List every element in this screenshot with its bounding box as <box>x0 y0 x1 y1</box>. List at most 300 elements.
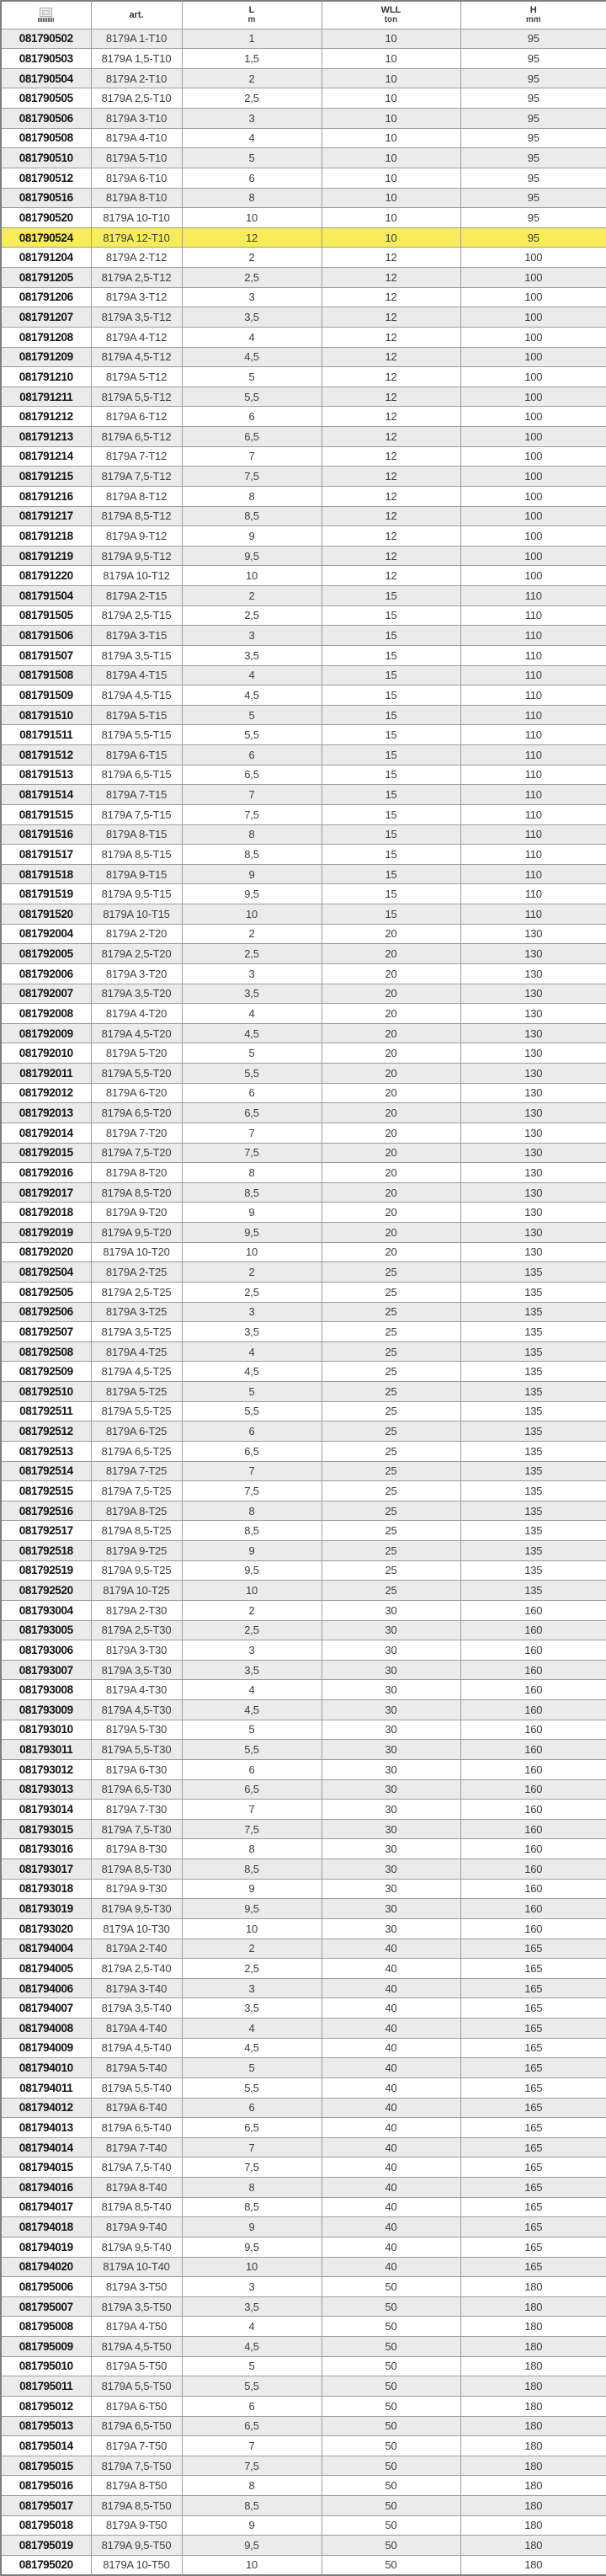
art-cell: 8179A 9,5-T40 <box>91 2237 182 2257</box>
wll-cell: 20 <box>322 963 460 984</box>
table-row <box>1 1879 606 1899</box>
table-row <box>1 29 606 49</box>
table-row <box>1 2555 606 2575</box>
art-cell: 8179A 5,5-T15 <box>91 725 182 745</box>
height-cell: 165 <box>460 2197 606 2217</box>
wll-cell: 50 <box>322 2496 460 2516</box>
code-cell: 081791219 <box>1 546 91 566</box>
wll-cell: 12 <box>322 526 460 547</box>
height-cell: 165 <box>460 2178 606 2198</box>
code-cell: 081794018 <box>1 2217 91 2237</box>
art-cell: 8179A 9-T12 <box>91 526 182 547</box>
wll-cell: 10 <box>322 49 460 69</box>
wll-cell: 10 <box>322 68 460 88</box>
art-cell: 8179A 2,5-T20 <box>91 944 182 964</box>
height-cell: 165 <box>460 2217 606 2237</box>
wll-cell: 25 <box>322 1421 460 1442</box>
art-cell: 8179A 3,5-T15 <box>91 645 182 665</box>
height-cell: 135 <box>460 1322 606 1342</box>
table-row <box>1 1859 606 1880</box>
length-cell: 9 <box>182 2217 322 2237</box>
table-row <box>1 2515 606 2536</box>
wll-cell: 20 <box>322 1163 460 1183</box>
length-cell: 6 <box>182 2396 322 2416</box>
length-cell: 12 <box>182 227 322 248</box>
length-cell: 2 <box>182 1262 322 1283</box>
art-cell: 8179A 4-T12 <box>91 327 182 347</box>
wll-cell: 10 <box>322 227 460 248</box>
art-cell: 8179A 3,5-T30 <box>91 1660 182 1680</box>
table-row <box>1 845 606 865</box>
height-cell: 100 <box>460 546 606 566</box>
height-cell: 135 <box>460 1262 606 1283</box>
table-row-highlighted <box>1 227 606 248</box>
height-cell: 110 <box>460 586 606 606</box>
table-row <box>1 1043 606 1064</box>
art-cell: 8179A 8-T10 <box>91 188 182 208</box>
code-cell: 081791511 <box>1 725 91 745</box>
code-cell: 081794010 <box>1 2058 91 2078</box>
table-row <box>1 2077 606 2098</box>
height-cell: 130 <box>460 1083 606 1103</box>
height-cell: 165 <box>460 2257 606 2277</box>
length-cell: 7,5 <box>182 467 322 487</box>
table-row <box>1 1143 606 1163</box>
length-cell: 3 <box>182 2277 322 2297</box>
art-cell: 8179A 9-T15 <box>91 864 182 884</box>
table-row <box>1 1521 606 1541</box>
wll-cell: 30 <box>322 1740 460 1760</box>
length-cell: 3 <box>182 626 322 646</box>
height-cell: 135 <box>460 1441 606 1461</box>
length-cell: 5 <box>182 705 322 725</box>
height-cell: 110 <box>460 745 606 765</box>
code-cell: 081791506 <box>1 626 91 646</box>
length-cell: 2,5 <box>182 605 322 626</box>
length-cell: 6,5 <box>182 1441 322 1461</box>
table-row <box>1 1004 606 1024</box>
length-cell: 5,5 <box>182 1401 322 1421</box>
table-row <box>1 427 606 447</box>
table-row <box>1 1302 606 1322</box>
height-cell: 110 <box>460 685 606 706</box>
product-code-icon-box-inner <box>42 10 50 15</box>
wll-cell: 12 <box>322 248 460 268</box>
art-cell: 8179A 2-T12 <box>91 248 182 268</box>
table-row <box>1 1800 606 1820</box>
wll-cell: 50 <box>322 2317 460 2337</box>
length-cell: 6,5 <box>182 1779 322 1800</box>
art-cell: 8179A 3-T20 <box>91 963 182 984</box>
art-cell: 8179A 3,5-T20 <box>91 984 182 1004</box>
wll-cell: 50 <box>322 2515 460 2536</box>
code-cell: 081790505 <box>1 88 91 109</box>
length-cell: 6 <box>182 168 322 188</box>
height-cell: 180 <box>460 2476 606 2496</box>
art-cell: 8179A 4,5-T30 <box>91 1700 182 1720</box>
art-cell: 8179A 4-T20 <box>91 1004 182 1024</box>
height-cell: 160 <box>460 1700 606 1720</box>
height-cell: 165 <box>460 2077 606 2098</box>
art-cell: 8179A 5-T30 <box>91 1720 182 1740</box>
wll-cell: 20 <box>322 1004 460 1024</box>
code-cell: 081795019 <box>1 2536 91 2556</box>
code-cell: 081790503 <box>1 49 91 69</box>
code-cell: 081791206 <box>1 287 91 307</box>
art-cell: 8179A 5,5-T30 <box>91 1740 182 1760</box>
table-row <box>1 2376 606 2397</box>
code-cell: 081793004 <box>1 1600 91 1620</box>
code-cell: 081791208 <box>1 327 91 347</box>
art-cell: 8179A 6,5-T15 <box>91 765 182 785</box>
wll-cell: 20 <box>322 1083 460 1103</box>
wll-cell: 20 <box>322 1023 460 1043</box>
height-cell: 130 <box>460 1043 606 1064</box>
height-cell: 135 <box>460 1560 606 1581</box>
art-cell: 8179A 3,5-T40 <box>91 1998 182 2019</box>
wll-cell: 15 <box>322 605 460 626</box>
art-cell: 8179A 5-T12 <box>91 367 182 387</box>
table-row <box>1 1401 606 1421</box>
art-cell: 8179A 7-T30 <box>91 1800 182 1820</box>
art-cell: 8179A 3,5-T50 <box>91 2296 182 2317</box>
table-row <box>1 2058 606 2078</box>
art-cell: 8179A 2-T30 <box>91 1600 182 1620</box>
wll-cell: 12 <box>322 467 460 487</box>
height-cell: 165 <box>460 2019 606 2039</box>
code-cell: 081794007 <box>1 1998 91 2019</box>
length-unit: m <box>247 15 256 25</box>
length-cell: 10 <box>182 1242 322 1262</box>
wll-cell: 25 <box>322 1501 460 1521</box>
height-cell: 160 <box>460 1660 606 1680</box>
length-cell: 2 <box>182 586 322 606</box>
code-cell: 081793017 <box>1 1859 91 1880</box>
table-row <box>1 446 606 467</box>
code-cell: 081792513 <box>1 1441 91 1461</box>
wll-cell: 40 <box>322 2019 460 2039</box>
wll-cell: 15 <box>322 665 460 685</box>
length-cell: 5 <box>182 367 322 387</box>
height-cell: 165 <box>460 1959 606 1979</box>
code-cell: 081790512 <box>1 168 91 188</box>
code-cell: 081795013 <box>1 2416 91 2436</box>
wll-cell: 15 <box>322 845 460 865</box>
wll-cell: 30 <box>322 1800 460 1820</box>
table-row <box>1 1064 606 1084</box>
length-cell: 6 <box>182 1759 322 1779</box>
code-cell: 081791212 <box>1 407 91 427</box>
height-cell: 110 <box>460 665 606 685</box>
wll-cell: 40 <box>322 2237 460 2257</box>
code-cell: 081793015 <box>1 1819 91 1839</box>
table-row <box>1 188 606 208</box>
art-cell: 8179A 2,5-T12 <box>91 268 182 288</box>
wll-cell: 12 <box>322 446 460 467</box>
art-cell: 8179A 4,5-T20 <box>91 1023 182 1043</box>
height-cell: 100 <box>460 467 606 487</box>
length-cell: 8,5 <box>182 1521 322 1541</box>
art-cell: 8179A 3,5-T12 <box>91 307 182 328</box>
table-row <box>1 924 606 944</box>
length-cell: 4 <box>182 128 322 148</box>
height-cell: 100 <box>460 506 606 526</box>
wll-cell: 12 <box>322 566 460 586</box>
art-cell: 8179A 6,5-T12 <box>91 427 182 447</box>
height-cell: 100 <box>460 407 606 427</box>
height-cell: 180 <box>460 2317 606 2337</box>
height-cell: 95 <box>460 227 606 248</box>
height-cell: 135 <box>460 1362 606 1382</box>
table-row <box>1 546 606 566</box>
code-cell: 081795018 <box>1 2515 91 2536</box>
height-cell: 180 <box>460 2356 606 2376</box>
col-header-code <box>1 1 91 29</box>
wll-cell: 30 <box>322 1879 460 1899</box>
table-row <box>1 665 606 685</box>
art-cell: 8179A 7,5-T30 <box>91 1819 182 1839</box>
table-row <box>1 486 606 506</box>
art-cell: 8179A 6,5-T25 <box>91 1441 182 1461</box>
height-cell: 130 <box>460 944 606 964</box>
length-cell: 7,5 <box>182 804 322 824</box>
wll-cell: 12 <box>322 427 460 447</box>
code-cell: 081792010 <box>1 1043 91 1064</box>
height-cell: 110 <box>460 645 606 665</box>
wll-unit: ton <box>384 15 398 25</box>
height-cell: 95 <box>460 29 606 49</box>
wll-cell: 25 <box>322 1441 460 1461</box>
table-row <box>1 705 606 725</box>
code-cell: 081790502 <box>1 29 91 49</box>
height-cell: 130 <box>460 1064 606 1084</box>
wll-cell: 12 <box>322 387 460 407</box>
code-cell: 081792014 <box>1 1123 91 1143</box>
length-cell: 10 <box>182 2257 322 2277</box>
height-cell: 180 <box>460 2536 606 2556</box>
art-cell: 8179A 8,5-T25 <box>91 1521 182 1541</box>
art-cell: 8179A 3,5-T25 <box>91 1322 182 1342</box>
length-cell: 4,5 <box>182 347 322 367</box>
table-row <box>1 2157 606 2178</box>
code-cell: 081793011 <box>1 1740 91 1760</box>
art-cell: 8179A 4-T10 <box>91 128 182 148</box>
height-cell: 135 <box>460 1382 606 1402</box>
height-cell: 110 <box>460 804 606 824</box>
art-cell: 8179A 7-T12 <box>91 446 182 467</box>
height-cell: 165 <box>460 2098 606 2118</box>
length-cell: 7,5 <box>182 1819 322 1839</box>
table-row <box>1 407 606 427</box>
height-cell: 130 <box>460 1163 606 1183</box>
art-cell: 8179A 4-T15 <box>91 665 182 685</box>
code-cell: 081792511 <box>1 1401 91 1421</box>
code-cell: 081793009 <box>1 1700 91 1720</box>
code-cell: 081791209 <box>1 347 91 367</box>
length-cell: 9 <box>182 1203 322 1223</box>
height-cell: 165 <box>460 2157 606 2178</box>
code-cell: 081791215 <box>1 467 91 487</box>
length-cell: 8 <box>182 824 322 845</box>
art-cell: 8179A 9-T50 <box>91 2515 182 2536</box>
art-cell: 8179A 7-T40 <box>91 2137 182 2157</box>
length-cell: 9,5 <box>182 2237 322 2257</box>
length-cell: 3,5 <box>182 645 322 665</box>
col-header-length <box>182 1 322 29</box>
col-header-wll <box>322 1 460 29</box>
art-cell: 8179A 8,5-T40 <box>91 2197 182 2217</box>
art-cell: 8179A 3-T40 <box>91 1978 182 1998</box>
table-row <box>1 1103 606 1123</box>
wll-cell: 20 <box>322 984 460 1004</box>
code-cell: 081792512 <box>1 1421 91 1442</box>
wll-cell: 20 <box>322 1223 460 1243</box>
wll-label: WLL <box>380 5 401 16</box>
art-cell: 8179A 9,5-T15 <box>91 884 182 904</box>
wll-cell: 12 <box>322 546 460 566</box>
wll-cell: 50 <box>322 2555 460 2575</box>
code-cell: 081795017 <box>1 2496 91 2516</box>
code-cell: 081792508 <box>1 1341 91 1362</box>
art-cell: 8179A 7,5-T15 <box>91 804 182 824</box>
code-cell: 081794009 <box>1 2038 91 2058</box>
length-cell: 4 <box>182 327 322 347</box>
wll-cell: 10 <box>322 168 460 188</box>
length-cell: 7,5 <box>182 1143 322 1163</box>
code-cell: 081791507 <box>1 645 91 665</box>
length-cell: 3,5 <box>182 1322 322 1342</box>
wll-cell: 15 <box>322 705 460 725</box>
code-cell: 081793010 <box>1 1720 91 1740</box>
table-row <box>1 347 606 367</box>
height-cell: 135 <box>460 1282 606 1302</box>
code-cell: 081793020 <box>1 1918 91 1939</box>
wll-cell: 40 <box>322 1998 460 2019</box>
height-cell: 100 <box>460 446 606 467</box>
art-cell: 8179A 2-T20 <box>91 924 182 944</box>
wll-cell: 12 <box>322 486 460 506</box>
length-cell: 2,5 <box>182 88 322 109</box>
art-cell: 8179A 10-T15 <box>91 904 182 925</box>
wll-cell: 20 <box>322 1143 460 1163</box>
table-row <box>1 1759 606 1779</box>
wll-cell: 15 <box>322 904 460 925</box>
wll-cell: 30 <box>322 1620 460 1640</box>
length-cell: 6 <box>182 407 322 427</box>
table-row <box>1 2118 606 2138</box>
length-cell: 7 <box>182 1123 322 1143</box>
code-cell: 081795009 <box>1 2337 91 2357</box>
code-cell: 081795007 <box>1 2296 91 2317</box>
art-cell: 8179A 6,5-T40 <box>91 2118 182 2138</box>
table-row <box>1 824 606 845</box>
length-cell: 3 <box>182 963 322 984</box>
wll-cell: 15 <box>322 824 460 845</box>
height-cell: 95 <box>460 168 606 188</box>
height-cell: 160 <box>460 1819 606 1839</box>
code-cell: 081793006 <box>1 1640 91 1661</box>
length-cell: 7 <box>182 1461 322 1481</box>
table-row <box>1 1918 606 1939</box>
art-cell: 8179A 6,5-T20 <box>91 1103 182 1123</box>
length-cell: 3,5 <box>182 984 322 1004</box>
table-row <box>1 268 606 288</box>
art-cell: 8179A 8,5-T30 <box>91 1859 182 1880</box>
length-cell: 2,5 <box>182 944 322 964</box>
height-cell: 135 <box>460 1501 606 1521</box>
code-cell: 081791508 <box>1 665 91 685</box>
art-cell: 8179A 8-T40 <box>91 2178 182 2198</box>
wll-cell: 25 <box>322 1541 460 1561</box>
code-cell: 081791513 <box>1 765 91 785</box>
length-cell: 8 <box>182 486 322 506</box>
art-cell: 8179A 8-T15 <box>91 824 182 845</box>
wll-cell: 40 <box>322 2118 460 2138</box>
table-row <box>1 1581 606 1601</box>
wll-cell: 50 <box>322 2356 460 2376</box>
code-cell: 081794013 <box>1 2118 91 2138</box>
code-cell: 081791510 <box>1 705 91 725</box>
art-cell: 8179A 7,5-T25 <box>91 1481 182 1501</box>
length-cell: 5 <box>182 1043 322 1064</box>
table-row <box>1 884 606 904</box>
length-label: L <box>248 5 255 16</box>
table-row <box>1 2337 606 2357</box>
height-cell: 160 <box>460 1859 606 1880</box>
height-label: H <box>529 5 537 16</box>
code-cell: 081790506 <box>1 109 91 129</box>
art-cell: 8179A 5-T20 <box>91 1043 182 1064</box>
length-cell: 8 <box>182 2178 322 2198</box>
length-cell: 4,5 <box>182 2038 322 2058</box>
art-cell: 8179A 10-T25 <box>91 1581 182 1601</box>
wll-cell: 15 <box>322 745 460 765</box>
table-row <box>1 2317 606 2337</box>
art-cell: 8179A 4-T30 <box>91 1680 182 1700</box>
wll-cell: 40 <box>322 1978 460 1998</box>
table-row <box>1 327 606 347</box>
length-cell: 8,5 <box>182 2197 322 2217</box>
wll-cell: 50 <box>322 2376 460 2397</box>
length-cell: 7 <box>182 446 322 467</box>
table-row <box>1 1441 606 1461</box>
length-cell: 3,5 <box>182 1660 322 1680</box>
table-row <box>1 208 606 228</box>
table-row <box>1 1322 606 1342</box>
height-cell: 160 <box>460 1839 606 1859</box>
code-cell: 081791213 <box>1 427 91 447</box>
height-cell: 135 <box>460 1481 606 1501</box>
length-cell: 2,5 <box>182 1620 322 1640</box>
code-cell: 081790524 <box>1 227 91 248</box>
table-row <box>1 148 606 168</box>
height-cell: 165 <box>460 2137 606 2157</box>
wll-cell: 30 <box>322 1918 460 1939</box>
code-cell: 081795012 <box>1 2396 91 2416</box>
height-cell: 160 <box>460 1640 606 1661</box>
length-cell: 9,5 <box>182 884 322 904</box>
code-cell: 081791218 <box>1 526 91 547</box>
wll-cell: 12 <box>322 307 460 328</box>
art-cell: 8179A 3-T50 <box>91 2277 182 2297</box>
height-cell: 165 <box>460 1998 606 2019</box>
art-cell: 8179A 9-T20 <box>91 1203 182 1223</box>
height-cell: 100 <box>460 268 606 288</box>
wll-cell: 12 <box>322 287 460 307</box>
wll-cell: 10 <box>322 88 460 109</box>
wll-cell: 40 <box>322 2157 460 2178</box>
wll-cell: 50 <box>322 2436 460 2456</box>
